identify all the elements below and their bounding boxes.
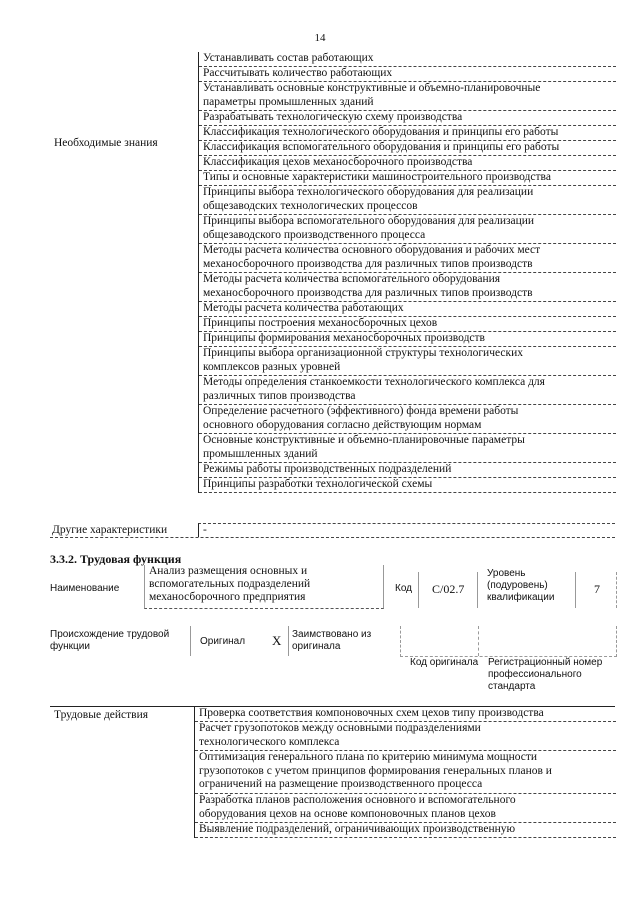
table-row (199, 171, 616, 186)
registration-number-label: Регистрационный номер профессионального стандарта (488, 657, 603, 692)
row-text-line: Проверка соответствия компоновочных схем цехов типу производства (199, 707, 544, 719)
row-text-line: Оптимизация генерального плана по критерию минимума мощности (199, 751, 538, 763)
row-text-line: параметры промышленных зданий (203, 95, 374, 108)
knowledge-items (198, 52, 616, 493)
row-text-line: Выявление подразделений, ограничивающих производственную (199, 823, 516, 835)
table-row (195, 823, 616, 838)
table-row (195, 794, 616, 823)
row-text-line: Методы определения станкоемкости технологического комплекса для (203, 376, 545, 388)
naming-line: механосборочного предприятия (149, 591, 306, 603)
section-title: 3.3.2. Трудовая функция (50, 552, 182, 566)
labor-actions-label: Трудовые действия (54, 709, 149, 721)
row-text-line: технологического комплекса (199, 735, 340, 748)
table-row (199, 186, 616, 215)
origin-option-borrowed: Заимствовано из оригинала (292, 629, 372, 652)
code-value: C/02.7 (432, 582, 465, 596)
table-row (195, 707, 616, 722)
row-text-line: Методы расчета количества работающих (203, 302, 404, 314)
row-text-line: механосборочного производства для различных типов производств (203, 286, 533, 299)
table-row (195, 751, 616, 794)
row-text-line: оборудования цехов на основе компоновочных планов цехов (199, 807, 496, 820)
origin-code-box (400, 626, 617, 657)
table-row (199, 67, 616, 82)
table-row (199, 244, 616, 273)
row-text-line: Методы расчета количества основного оборудования и рабочих мест (203, 244, 541, 256)
naming-line: Анализ размещения основных и (149, 565, 308, 577)
row-text-line: Основные конструктивные и объемно-планировочные параметры (203, 434, 525, 446)
level-label: Уровень (подуровень) квалификации (487, 568, 555, 603)
row-text-line: общезаводского производственного процесса (203, 228, 426, 241)
code-label: Код (395, 583, 413, 594)
row-text-line: промышленных зданий (203, 447, 318, 460)
table-row (199, 141, 616, 156)
table-row (199, 463, 616, 478)
table-row (199, 126, 616, 141)
table-row (199, 273, 616, 302)
table-bottom-line (50, 537, 615, 538)
code-original-label: Код оригинала (410, 657, 479, 668)
table-row (199, 302, 616, 317)
table-row (195, 722, 616, 751)
knowledge-label: Необходимые знания (54, 137, 158, 149)
origin-divider (478, 626, 479, 656)
naming-label: Наименование (50, 583, 120, 594)
row-text-line: Рассчитывать количество работающих (203, 67, 393, 79)
table-row (199, 317, 616, 332)
row-text-line: Принципы выбора организационной структуры технологических (203, 347, 523, 359)
row-text-line: Устанавливать основные конструктивные и объемно-планировочные (203, 82, 541, 94)
row-text-line: Принципы построения механосборочных цехов (203, 317, 438, 329)
table-row (199, 347, 616, 376)
row-text-line: Принципы выбора технологического оборудования для реализации (203, 186, 534, 198)
row-text-line: Принципы формирования механосборочных производств (203, 332, 485, 344)
table-row (199, 52, 616, 67)
row-text-line: Принципы выбора вспомогательного оборудования для реализации (203, 215, 535, 227)
table-row (199, 478, 616, 493)
row-text-line: Разрабатывать технологическую схему производства (203, 111, 463, 123)
table-row (199, 376, 616, 405)
row-text-line: Определение расчетного (эффективного) фонда времени работы (203, 405, 519, 417)
level-value: 7 (594, 582, 600, 596)
row-text-line: Принципы разработки технологической схемы (203, 478, 433, 490)
row-text-line: различных типов производства (203, 389, 356, 402)
table-row (199, 434, 616, 463)
other-characteristics-value: - (198, 523, 615, 537)
naming-line: вспомогательных подразделений (149, 578, 311, 590)
origin-label: Происхождение трудовой функции (50, 629, 170, 652)
row-text-line: Расчет грузопотоков между основными подразделениями (199, 722, 481, 734)
table-row (199, 156, 616, 171)
row-text-line: комплексов разных уровней (203, 360, 341, 373)
row-text-line: Режимы работы производственных подразделений (203, 463, 452, 475)
naming-value (144, 565, 384, 609)
row-text-line: Разработка планов расположения основного и вспомогательного (199, 794, 516, 806)
row-text-line: ограничений на размещение производственного процесса (199, 778, 483, 790)
row-text-line: Классификация цехов механосборочного производства (203, 156, 473, 168)
row-text-line: механосборочного производства для различных типов производств (203, 257, 533, 270)
row-text-line: общезаводских технологических процессов (203, 199, 418, 212)
page-number: 14 (314, 32, 326, 44)
row-text-line: грузопотоков с учетом принципов формирования генеральных планов и (199, 764, 552, 777)
row-text-line: Классификация вспомогательного оборудования и принципы его работы (203, 141, 560, 153)
table-row (199, 215, 616, 244)
table-row (199, 82, 616, 111)
labor-actions-table (50, 706, 615, 835)
row-text-line: Методы расчета количества вспомогательного оборудования (203, 273, 501, 285)
row-text-line: Устанавливать состав работающих (203, 52, 374, 64)
origin-option-original: Оригинал (200, 636, 246, 647)
row-text-line: Типы и основные характеристики машиностроительного производства (203, 171, 551, 183)
table-row (199, 111, 616, 126)
row-text-line: основного оборудования согласно действующим нормам (203, 418, 482, 431)
row-text-line: Классификация технологического оборудования и принципы его работы (203, 126, 559, 138)
other-characteristics-label: Другие характеристики (52, 524, 168, 536)
origin-mark: X (272, 633, 282, 648)
table-row (199, 332, 616, 347)
table-row (199, 405, 616, 434)
labor-actions-items (194, 707, 616, 838)
